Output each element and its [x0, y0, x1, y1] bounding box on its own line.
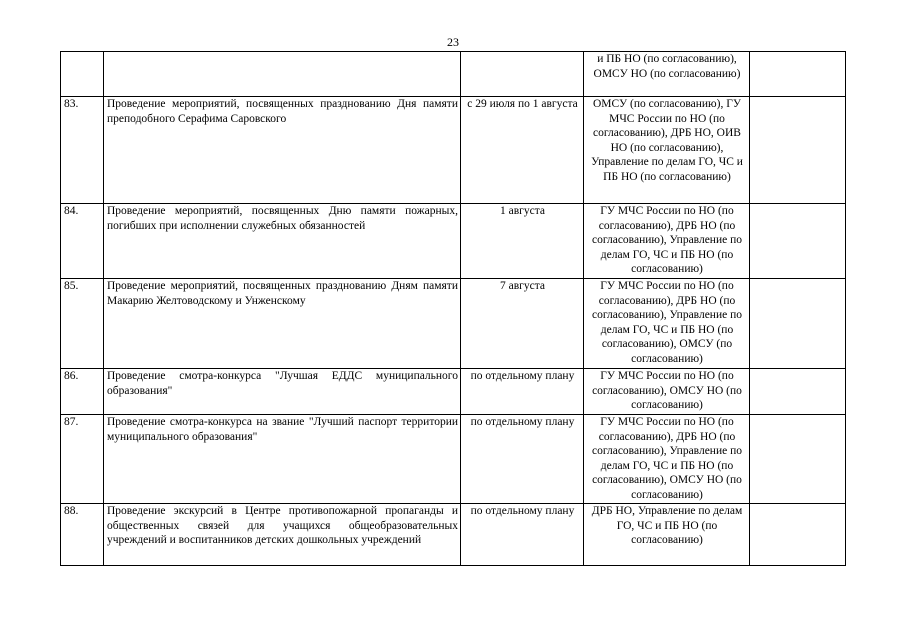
event-name: Проведение смотра-конкурса "Лучшая ЕДДС муниципального образования"	[104, 369, 461, 415]
event-note	[750, 52, 846, 97]
event-name: Проведение смотра-конкурса на звание "Лучший паспорт территории муниципального образования"	[104, 415, 461, 504]
event-name	[104, 52, 461, 97]
event-executor: и ПБ НО (по согласованию), ОМСУ НО (по согласованию)	[584, 52, 750, 97]
event-date: 7 августа	[461, 279, 584, 369]
event-note	[750, 504, 846, 566]
row-number: 86.	[61, 369, 104, 415]
table-row	[61, 415, 846, 504]
event-executor: ОМСУ (по согласованию), ГУ МЧС России по НО (по согласованию), ДРБ НО, ОИВ НО (по согласованию), Управление по делам ГО, ЧС и ПБ НО (по согласованию)	[584, 97, 750, 204]
event-date: по отдельному плану	[461, 369, 584, 415]
event-note	[750, 415, 846, 504]
event-name: Проведение мероприятий, посвященных Дню памяти пожарных, погибших при исполнении служебных обязанностей	[104, 204, 461, 279]
event-note	[750, 279, 846, 369]
event-executor: ГУ МЧС России по НО (по согласованию), ДРБ НО (по согласованию), Управление по делам ГО, ЧС и ПБ НО (по согласованию)	[584, 204, 750, 279]
event-executor: ГУ МЧС России по НО (по согласованию), ДРБ НО (по согласованию), Управление по делам ГО, ЧС и ПБ НО (по согласованию), ОМСУ НО (по согласованию)	[584, 415, 750, 504]
table-row	[61, 504, 846, 566]
events-table	[60, 51, 846, 566]
event-date: по отдельному плану	[461, 504, 584, 566]
event-date: по отдельному плану	[461, 415, 584, 504]
event-note	[750, 204, 846, 279]
page-number: 23	[447, 35, 459, 49]
row-number	[61, 52, 104, 97]
event-executor: ДРБ НО, Управление по делам ГО, ЧС и ПБ НО (по согласованию)	[584, 504, 750, 566]
event-date: с 29 июля по 1 августа	[461, 97, 584, 204]
table-row	[61, 52, 846, 97]
row-number: 85.	[61, 279, 104, 369]
event-date: 1 августа	[461, 204, 584, 279]
event-name: Проведение мероприятий, посвященных празднованию Дня памяти преподобного Серафима Саровского	[104, 97, 461, 204]
event-name: Проведение экскурсий в Центре противопожарной пропаганды и общественных связей для учащихся общеобразовательных учреждений и воспитанников детских дошкольных учреждений	[104, 504, 461, 566]
event-executor: ГУ МЧС России по НО (по согласованию), ОМСУ НО (по согласованию)	[584, 369, 750, 415]
table-row	[61, 204, 846, 279]
event-note	[750, 369, 846, 415]
table-row	[61, 97, 846, 204]
row-number: 88.	[61, 504, 104, 566]
event-date	[461, 52, 584, 97]
row-number: 87.	[61, 415, 104, 504]
event-note	[750, 97, 846, 204]
event-executor: ГУ МЧС России по НО (по согласованию), ДРБ НО (по согласованию), Управление по делам ГО, ЧС и ПБ НО (по согласованию), ОМСУ (по согласованию)	[584, 279, 750, 369]
event-name: Проведение мероприятий, посвященных празднованию Дням памяти Макарию Желтоводскому и Унженскому	[104, 279, 461, 369]
row-number: 84.	[61, 204, 104, 279]
table-row	[61, 279, 846, 369]
table-row	[61, 369, 846, 415]
row-number: 83.	[61, 97, 104, 204]
